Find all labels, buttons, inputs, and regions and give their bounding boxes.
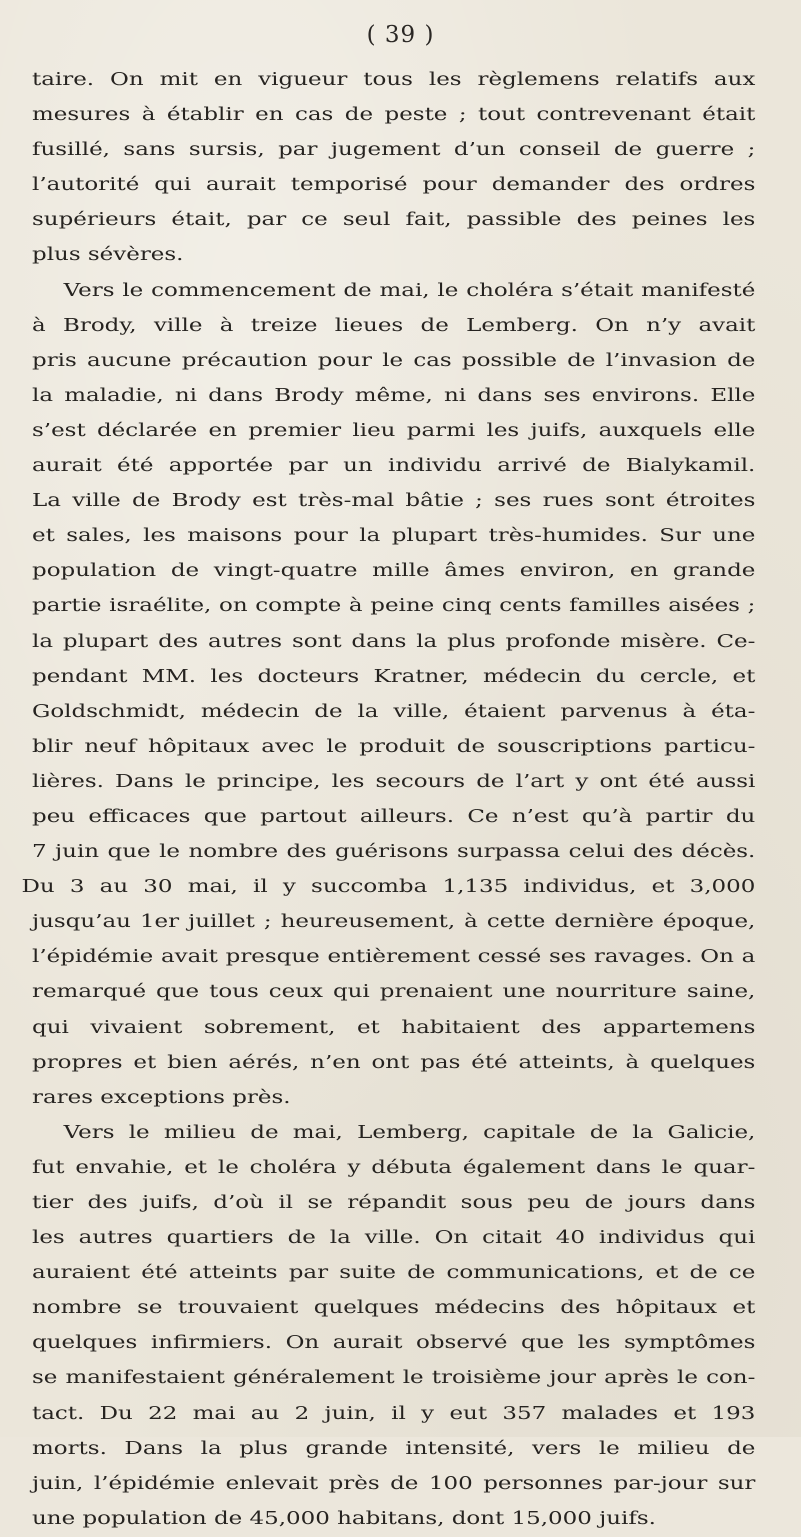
text-line: Vers le milieu de mai, Lemberg, capitale de la Galicie, [63, 1122, 756, 1143]
body-text [21, 63, 756, 1537]
text-line: l’autorité qui aurait temporisé pour demander des ordres [32, 175, 756, 196]
text-line: peu efficaces que partout ailleurs. Ce n’est qu’à partir du [32, 806, 756, 827]
text-line: la plupart des autres sont dans la plus profonde misère. Ce- [32, 631, 756, 652]
page-number: ( 39 ) [366, 22, 435, 48]
text-line: la maladie, ni dans Brody même, ni dans ses environs. Elle [32, 385, 756, 406]
text-line: juin, l’épidémie enlevait près de 100 personnes par-jour sur [32, 1473, 756, 1494]
text-line: partie israélite, on compte à peine cinq cents familles aisées ; [32, 596, 756, 617]
text-line: fusillé, sans sursis, par jugement d’un conseil de guerre ; [32, 140, 756, 161]
text-line: La ville de Brody est très-mal bâtie ; ses rues sont étroites [32, 491, 756, 512]
text-line: auraient été atteints par suite de communications, et de ce [32, 1263, 756, 1284]
text-line: tier des juifs, d’où il se répandit sous peu de jours dans [32, 1193, 756, 1213]
text-line: se manifestaient généralement le troisième jour après le con- [32, 1368, 756, 1389]
text-line: 7 juin que le nombre des guérisons surpassa celui des décès. [32, 842, 756, 863]
text-line: et sales, les maisons pour la plupart très-humides. Sur une [32, 526, 756, 547]
text-line: population de vingt-quatre mille âmes environ, en grande [32, 561, 756, 582]
text-line: une population de 45,000 habitans, dont 15,000 juifs. [32, 1508, 656, 1529]
text-line: tact. Du 22 mai au 2 juin, il y eut 357 malades et 193 [32, 1403, 756, 1424]
text-line: à Brody, ville à treize lieues de Lemberg. On n’y avait [32, 315, 756, 336]
text-line: l’épidémie avait presque entièrement cessé ses ravages. On a [32, 947, 756, 968]
text-line: aurait été apportée par un individu arrivé de Bialykamil. [32, 456, 756, 477]
text-line: plus sévères. [32, 245, 184, 266]
text-line: blir neuf hôpitaux avec le produit de souscriptions particu- [32, 736, 756, 757]
text-line: jusqu’au 1er juillet ; heureusement, à cette dernière époque, [32, 912, 756, 933]
text-line: Vers le commencement de mai, le choléra s’était manifesté [63, 280, 756, 301]
text-line: lières. Dans le principe, les secours de l’art y ont été aussi [32, 771, 756, 792]
text-line: mesures à établir en cas de peste ; tout contrevenant était [32, 105, 756, 126]
text-line: quelques infirmiers. On aurait observé que les symptômes [32, 1333, 756, 1354]
text-line: s’est déclarée en premier lieu parmi les juifs, auxquels elle [32, 420, 756, 441]
text-line: Du 3 au 30 mai, il y succomba 1,135 individus, et 3,000 [21, 877, 756, 898]
text-line: Goldschmidt, médecin de la ville, étaient parvenus à éta- [32, 701, 756, 722]
text-line: qui vivaient sobrement, et habitaient des appartemens [32, 1017, 756, 1038]
text-line: rares exceptions près. [32, 1087, 291, 1108]
text-line: supérieurs était, par ce seul fait, passible des peines les [32, 210, 756, 231]
text-line: morts. Dans la plus grande intensité, vers le milieu de [32, 1438, 756, 1459]
text-line: taire. On mit en vigueur tous les règlemens relatifs aux [32, 70, 756, 90]
text-line: les autres quartiers de la ville. On citait 40 individus qui [32, 1228, 756, 1249]
text-line: propres et bien aérés, n’en ont pas été atteints, à quelques [32, 1052, 756, 1073]
text-line: pendant MM. les docteurs Kratner, médecin du cercle, et [32, 666, 756, 687]
text-line: fut envahie, et le choléra y débuta également dans le quar- [32, 1157, 756, 1178]
text-line: nombre se trouvaient quelques médecins des hôpitaux et [32, 1298, 756, 1319]
text-line: pris aucune précaution pour le cas possible de l’invasion de [32, 350, 756, 371]
text-line: remarqué que tous ceux qui prenaient une nourriture saine, [32, 982, 756, 1003]
